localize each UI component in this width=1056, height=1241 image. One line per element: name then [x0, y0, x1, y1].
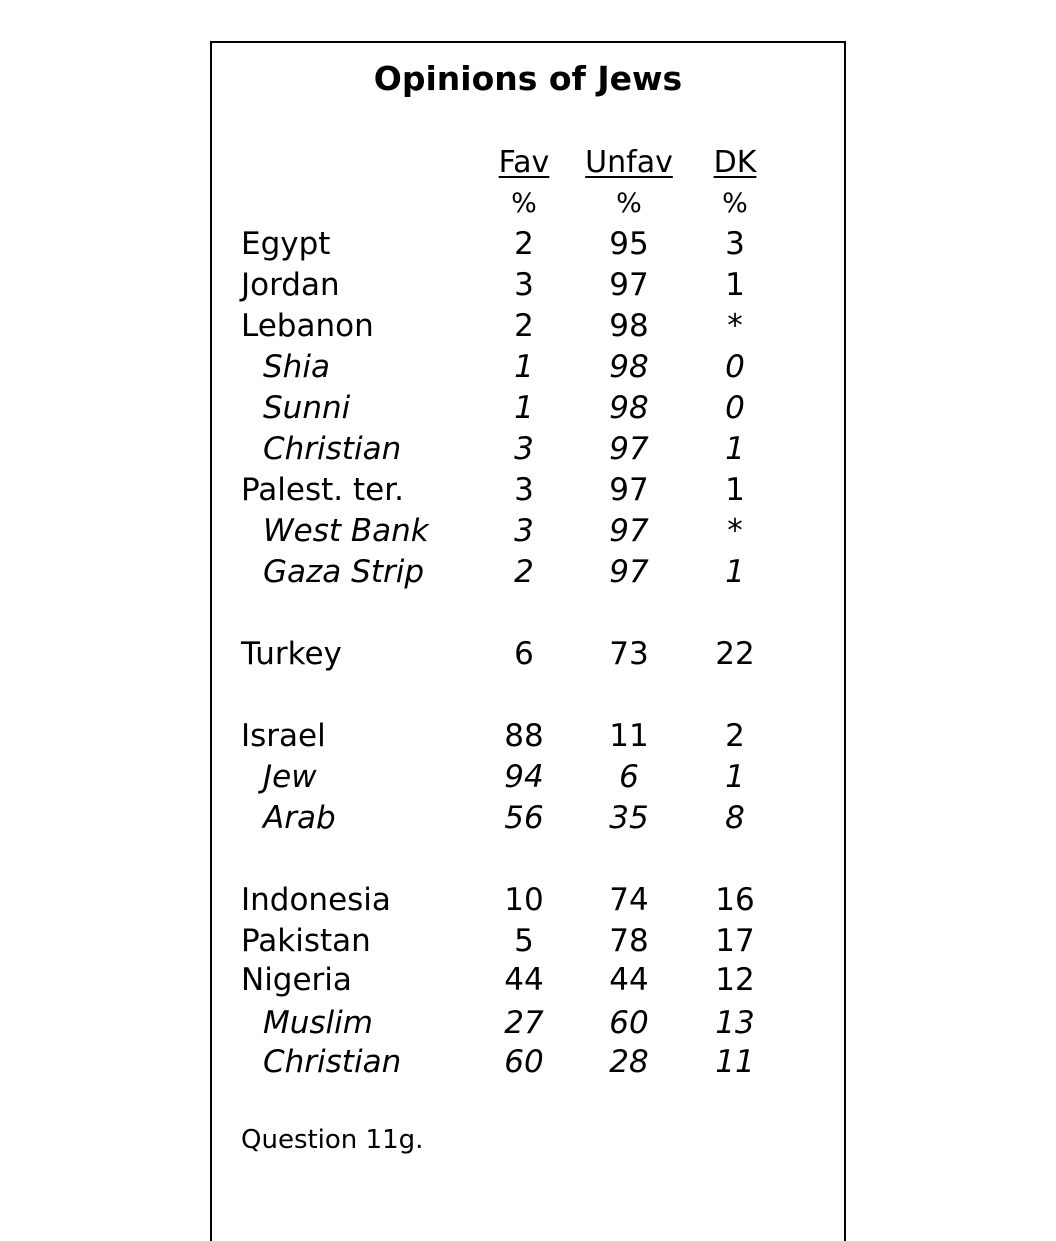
cell-unfav: 44 [609, 962, 649, 998]
cell-dk: 1 [725, 554, 745, 590]
cell-dk: 8 [725, 800, 745, 836]
cell-fav: 88 [504, 718, 544, 754]
cell-dk: 0 [725, 390, 745, 426]
column-unit-unfav: % [616, 188, 642, 219]
table-row [0, 388, 1056, 428]
table-row [0, 265, 1056, 305]
table-row [0, 1003, 1056, 1043]
cell-unfav: 97 [609, 513, 649, 549]
cell-fav: 3 [514, 267, 534, 303]
cell-unfav: 78 [609, 923, 649, 959]
cell-fav: 60 [504, 1044, 544, 1080]
row-label: Palest. ter. [241, 472, 404, 508]
cell-dk: 13 [715, 1005, 755, 1041]
row-label: Egypt [241, 226, 331, 262]
table-title: Opinions of Jews [373, 59, 683, 98]
cell-unfav: 73 [609, 636, 649, 672]
cell-unfav: 98 [609, 390, 649, 426]
row-label: Christian [263, 1044, 402, 1080]
cell-fav: 3 [514, 513, 534, 549]
cell-unfav: 11 [609, 718, 649, 754]
cell-fav: 6 [514, 636, 534, 672]
cell-fav: 94 [504, 759, 544, 795]
footnote: Question 11g. [241, 1125, 424, 1155]
cell-unfav: 28 [609, 1044, 649, 1080]
row-label: Indonesia [241, 882, 391, 918]
table-row [0, 798, 1056, 838]
table-row [0, 347, 1056, 387]
cell-dk: 2 [725, 718, 745, 754]
row-label: Arab [263, 800, 336, 836]
cell-dk: 1 [725, 267, 745, 303]
row-label: Jew [263, 759, 317, 795]
row-label: Christian [263, 431, 402, 467]
column-unit-fav: % [511, 188, 537, 219]
cell-fav: 3 [514, 431, 534, 467]
cell-dk: 17 [715, 923, 755, 959]
table-row [0, 1042, 1056, 1082]
cell-fav: 3 [514, 472, 534, 508]
table-row [0, 716, 1056, 756]
row-label: Shia [263, 349, 330, 385]
cell-unfav: 60 [609, 1005, 649, 1041]
row-label: Nigeria [241, 962, 352, 998]
table-row [0, 429, 1056, 469]
table-row [0, 306, 1056, 346]
table-row [0, 634, 1056, 674]
cell-unfav: 98 [609, 349, 649, 385]
row-label: Lebanon [241, 308, 374, 344]
cell-dk: 11 [715, 1044, 755, 1080]
cell-fav: 1 [514, 390, 534, 426]
cell-fav: 5 [514, 923, 534, 959]
column-header-fav: Fav [498, 145, 550, 180]
cell-dk: 1 [725, 472, 745, 508]
cell-fav: 2 [514, 554, 534, 590]
table-row [0, 470, 1056, 510]
cell-fav: 2 [514, 226, 534, 262]
cell-unfav: 97 [609, 472, 649, 508]
table-row [0, 224, 1056, 264]
column-header-unfav: Unfav [585, 145, 673, 180]
cell-fav: 2 [514, 308, 534, 344]
row-label: Pakistan [241, 923, 371, 959]
cell-unfav: 6 [619, 759, 639, 795]
cell-unfav: 74 [609, 882, 649, 918]
row-label: Israel [241, 718, 326, 754]
cell-fav: 27 [504, 1005, 544, 1041]
cell-unfav: 98 [609, 308, 649, 344]
cell-fav: 1 [514, 349, 534, 385]
cell-dk: 3 [725, 226, 745, 262]
column-unit-dk: % [722, 188, 748, 219]
row-label: Muslim [263, 1005, 373, 1041]
cell-dk: 22 [715, 636, 755, 672]
cell-unfav: 97 [609, 431, 649, 467]
cell-dk: 16 [715, 882, 755, 918]
row-label: West Bank [263, 513, 429, 549]
cell-dk: * [727, 308, 743, 344]
table-row [0, 921, 1056, 961]
cell-dk: 12 [715, 962, 755, 998]
row-label: Gaza Strip [263, 554, 425, 590]
cell-fav: 10 [504, 882, 544, 918]
cell-fav: 56 [504, 800, 544, 836]
cell-dk: 1 [725, 431, 745, 467]
table-row [0, 757, 1056, 797]
table-row [0, 960, 1056, 1000]
column-header-dk: DK [713, 145, 757, 180]
row-label: Sunni [263, 390, 351, 426]
cell-unfav: 35 [609, 800, 649, 836]
cell-fav: 44 [504, 962, 544, 998]
cell-unfav: 95 [609, 226, 649, 262]
cell-dk: * [727, 513, 743, 549]
cell-unfav: 97 [609, 267, 649, 303]
cell-dk: 0 [725, 349, 745, 385]
table-row [0, 511, 1056, 551]
table-row [0, 552, 1056, 592]
row-label: Turkey [241, 636, 342, 672]
cell-unfav: 97 [609, 554, 649, 590]
row-label: Jordan [241, 267, 340, 303]
cell-dk: 1 [725, 759, 745, 795]
table-row [0, 880, 1056, 920]
